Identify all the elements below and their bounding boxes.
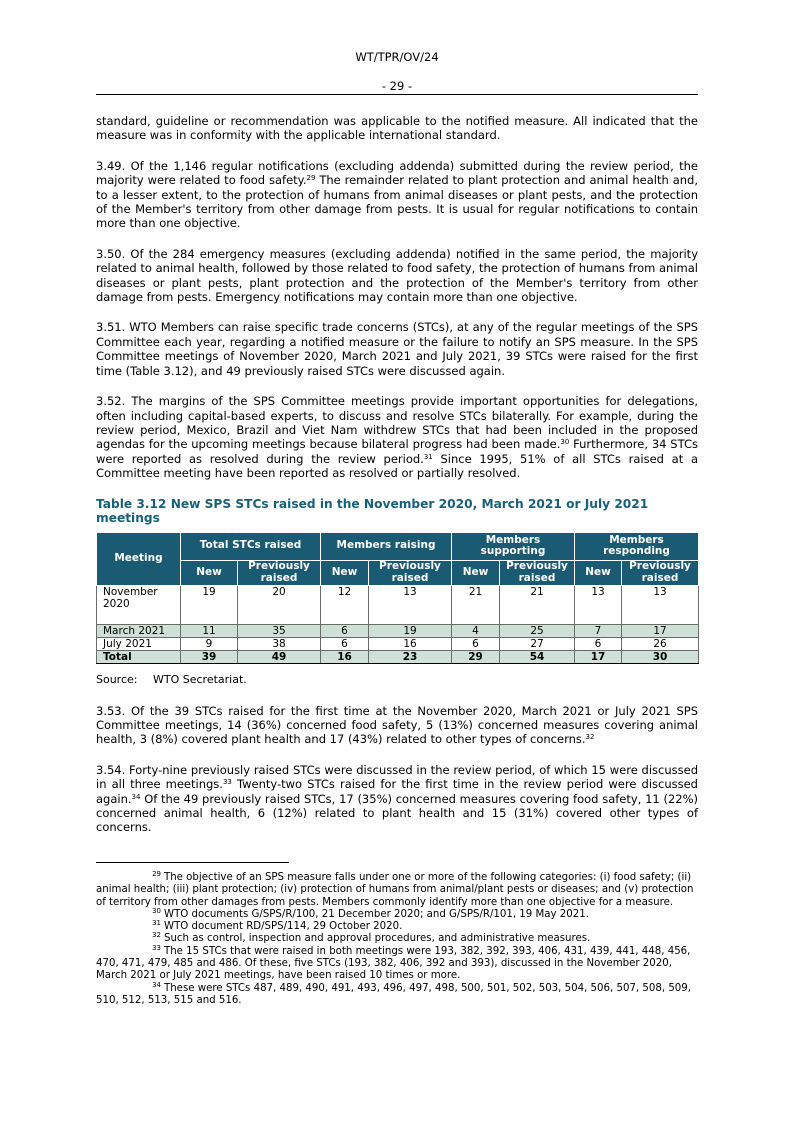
paragraph-3-51: 3.51. WTO Members can raise specific trade concerns (STCs), at any of the regular meetings of the SPS Committee each year, regarding a notified measure or the failure to notify an SPS measure. In the SPS Committee meetings of November 2020, March 2021 and July 2021, 39 STCs were raised for the first time (Table 3.12), and 49 previously raised STCs were discussed again.: [96, 320, 698, 378]
table-cell: 7: [575, 624, 622, 637]
paragraph-3-53: 3.53. Of the 39 STCs raised for the first time at the November 2020, March 2021 or July 2021 SPS Committee meetings, 14 (36%) concerned food safety, 5 (13%) concerned measures covering animal health, 3 (8%) covered plant health and 17 (43%) related to other types of concerns.$^{32}$: [96, 703, 698, 747]
table-cell: 6: [321, 624, 369, 637]
table-source: Source: WTO Secretariat.: [96, 672, 247, 686]
subheader-new: New: [181, 560, 238, 585]
table-cell: 11: [181, 624, 238, 637]
header-members-raising: Members raising: [321, 532, 452, 560]
table-cell: 29: [452, 650, 500, 663]
table-cell: 21: [452, 585, 500, 624]
footnote: $^{34}$ These were STCs 487, 489, 490, 491, 493, 496, 497, 498, 500, 501, 502, 503, 504, 506, 507, 508, 509, 510, 512, 513, 515 and 516.: [96, 980, 692, 1006]
footnote-ref[interactable]: 33: [222, 778, 232, 787]
footnote: $^{32}$ Such as control, inspection and approval procedures, and administrative measures.: [152, 931, 591, 945]
table-cell: 16: [369, 637, 452, 650]
header-members-supporting: Members supporting: [452, 532, 575, 560]
table-cell: 19: [369, 624, 452, 637]
table-cell: 12: [321, 585, 369, 624]
subheader-new: New: [452, 560, 500, 585]
header-meeting: Meeting: [97, 532, 181, 585]
table-cell: 6: [575, 637, 622, 650]
page-number: - 29 -: [381, 79, 413, 93]
table-cell: 20: [238, 585, 321, 624]
subheader-previously-raised: Previously raised: [238, 560, 321, 585]
table-cell: 13: [622, 585, 699, 624]
table-cell: 23: [369, 650, 452, 663]
table-cell: 4: [452, 624, 500, 637]
cell-meeting: November 2020: [97, 585, 181, 624]
subheader-previously-raised: Previously raised: [500, 560, 575, 585]
subheader-previously-raised: Previously raised: [622, 560, 699, 585]
footnote: $^{31}$ WTO document RD/SPS/114, 29 October 2020.: [152, 919, 403, 933]
table-cell: 6: [452, 637, 500, 650]
table-cell: 26: [622, 637, 699, 650]
table-cell: 13: [575, 585, 622, 624]
paragraph-3-54: 3.54. Forty-nine previously raised STCs were discussed in the review period, of which 15 were discussed in all three meetings.$^{33}$ Twenty-two STCs raised for the first time in the review period were discussed again.$^{34}$ Of the 49 previously raised STCs, 17 (35%) concerned measures covering food safety, 11 (22%) concerned animal health, 6 (12%) related to plant health and 15 (31%) covered other types of concerns.: [96, 762, 698, 835]
table-row: [97, 637, 699, 650]
table-cell: 16: [321, 650, 369, 663]
table-row: [97, 624, 699, 637]
table-cell: 25: [500, 624, 575, 637]
cell-meeting: July 2021: [97, 637, 181, 650]
cell-meeting: Total: [97, 650, 181, 663]
table-cell: 17: [622, 624, 699, 637]
footnotes: [96, 862, 698, 1007]
table-row: [97, 585, 699, 624]
table-cell: 9: [181, 637, 238, 650]
table-cell: 21: [500, 585, 575, 624]
document-reference: WT/TPR/OV/24: [355, 50, 439, 64]
footnote: $^{33}$ The 15 STCs that were raised in both meetings were 193, 382, 392, 393, 406, 431, 439, 441, 448, 456, 470, 471, 479, 485 and 486. Of these, five STCs (193, 382, 406, 392 and 393), discussed in the November 2020, March 2021 or July 2021 meetings, have been raised 10 times or more.: [96, 943, 691, 982]
footnote-ref[interactable]: 32: [585, 733, 595, 742]
table-cell: 35: [238, 624, 321, 637]
paragraph-continued: standard, guideline or recommendation was applicable to the notified measure. All indicated that the measure was in conformity with the applicable international standard.: [96, 114, 698, 143]
table-cell: 27: [500, 637, 575, 650]
header-total-stcs: Total STCs raised: [181, 532, 321, 560]
subheader-previously-raised: Previously raised: [369, 560, 452, 585]
body-text: [96, 114, 698, 851]
table-cell: 39: [181, 650, 238, 663]
cell-meeting: March 2021: [97, 624, 181, 637]
header-members-responding: Members responding: [575, 532, 699, 560]
table-cell: 19: [181, 585, 238, 624]
stc-table: [96, 532, 699, 664]
table-title: Table 3.12 New SPS STCs raised in the November 2020, March 2021 or July 2021 meetings: [96, 496, 649, 526]
paragraph-3-52: 3.52. The margins of the SPS Committee meetings provide important opportunities for delegations, often including capital-based experts, to discuss and resolve STCs bilaterally. For example, during the review period, Mexico, Brazil and Viet Nam withdrew STCs that had been included in the proposed agendas for the upcoming meetings because bilateral progress had been made.$^{30}$ Furthermore, 34 STCs were reported as resolved during the review period.$^{31}$ Since 1995, 51% of all STCs raised at a Committee meeting have been reported as resolved or partially resolved.: [96, 394, 698, 481]
footnote-ref[interactable]: 29: [306, 174, 316, 183]
footnote-rule: [96, 862, 289, 863]
table-cell: 6: [321, 637, 369, 650]
footnote-ref[interactable]: 34: [131, 792, 141, 801]
table-total-row: [97, 650, 699, 663]
table-cell: 54: [500, 650, 575, 663]
header-rule: [96, 94, 698, 95]
footnote: $^{29}$ The objective of an SPS measure falls under one or more of the following categories: (i) food safety; (ii) animal health; (iii) plant protection; (iv) protection of humans from animal/plant pests or diseases; and (v) protection of territory from other damages from pests. Members commonly identify more than one objective for a measure.: [96, 870, 694, 908]
table-cell: 49: [238, 650, 321, 663]
table-cell: 17: [575, 650, 622, 663]
footnote-ref[interactable]: 30: [560, 438, 570, 447]
paragraph-3-50: 3.50. Of the 284 emergency measures (excluding addenda) notified in the same period, the majority related to animal health, followed by those related to food safety, the protection of humans from animal diseases or plant pests, plant protection and the protection of the Member's territory from other damage from pests. Emergency notifications may contain more than one objective.: [96, 246, 698, 305]
paragraph-3-49: 3.49. Of the 1,146 regular notifications (excluding addenda) submitted during the review period, the majority were related to food safety.$^{29}$ The remainder related to plant protection and animal health and, to a lesser extent, to the protection of humans from animal diseases or plant pests, and the protection of the Member's territory from other damage from pests. It is usual for regular notifications to contain more than one objective.: [96, 158, 698, 231]
table-cell: 38: [238, 637, 321, 650]
footnote-ref[interactable]: 31: [423, 452, 433, 461]
subheader-new: New: [575, 560, 622, 585]
table-cell: 30: [622, 650, 699, 663]
footnote: $^{30}$ WTO documents G/SPS/R/100, 21 December 2020; and G/SPS/R/101, 19 May 2021.: [152, 906, 589, 920]
table-cell: 13: [369, 585, 452, 624]
subheader-new: New: [321, 560, 369, 585]
